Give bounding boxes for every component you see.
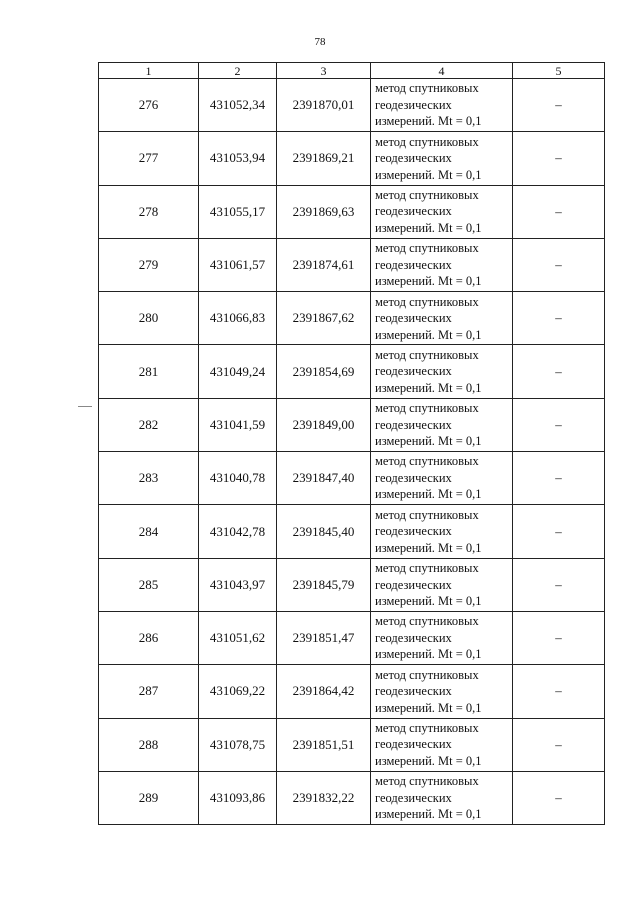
- x-coordinate-cell: 431053,94: [199, 132, 277, 185]
- point-number-cell: 289: [99, 771, 199, 824]
- x-coordinate-cell: 431078,75: [199, 718, 277, 771]
- point-number-cell: 288: [99, 718, 199, 771]
- note-cell: –: [513, 558, 605, 611]
- table-header-row: [99, 63, 605, 79]
- point-number-cell: 286: [99, 611, 199, 664]
- note-cell: –: [513, 611, 605, 664]
- y-coordinate-cell: 2391870,01: [277, 79, 371, 132]
- table-row: [99, 398, 605, 451]
- method-cell: метод спутниковых геодезических измерений. Mt = 0,1: [371, 132, 513, 185]
- table-row: [99, 292, 605, 345]
- x-coordinate-cell: 431061,57: [199, 238, 277, 291]
- y-coordinate-cell: 2391849,00: [277, 398, 371, 451]
- method-cell: метод спутниковых геодезических измерений. Mt = 0,1: [371, 345, 513, 398]
- note-cell: –: [513, 132, 605, 185]
- table-row: [99, 345, 605, 398]
- point-number-cell: 278: [99, 185, 199, 238]
- point-number-cell: 283: [99, 452, 199, 505]
- y-coordinate-cell: 2391851,51: [277, 718, 371, 771]
- margin-mark: [78, 406, 92, 407]
- table-row: [99, 611, 605, 664]
- y-coordinate-cell: 2391869,21: [277, 132, 371, 185]
- x-coordinate-cell: 431066,83: [199, 292, 277, 345]
- method-cell: метод спутниковых геодезических измерений. Mt = 0,1: [371, 665, 513, 718]
- header-cell-2: 2: [199, 63, 277, 79]
- method-cell: метод спутниковых геодезических измерений. Mt = 0,1: [371, 79, 513, 132]
- header-cell-1: 1: [99, 63, 199, 79]
- y-coordinate-cell: 2391874,61: [277, 238, 371, 291]
- note-cell: –: [513, 79, 605, 132]
- note-cell: –: [513, 238, 605, 291]
- table-row: [99, 718, 605, 771]
- y-coordinate-cell: 2391845,79: [277, 558, 371, 611]
- method-cell: метод спутниковых геодезических измерений. Mt = 0,1: [371, 558, 513, 611]
- y-coordinate-cell: 2391864,42: [277, 665, 371, 718]
- x-coordinate-cell: 431093,86: [199, 771, 277, 824]
- method-cell: метод спутниковых геодезических измерений. Mt = 0,1: [371, 452, 513, 505]
- x-coordinate-cell: 431051,62: [199, 611, 277, 664]
- note-cell: –: [513, 665, 605, 718]
- table-row: [99, 79, 605, 132]
- note-cell: –: [513, 771, 605, 824]
- y-coordinate-cell: 2391845,40: [277, 505, 371, 558]
- point-number-cell: 280: [99, 292, 199, 345]
- x-coordinate-cell: 431049,24: [199, 345, 277, 398]
- method-cell: метод спутниковых геодезических измерений. Mt = 0,1: [371, 185, 513, 238]
- note-cell: –: [513, 452, 605, 505]
- y-coordinate-cell: 2391847,40: [277, 452, 371, 505]
- table-row: [99, 452, 605, 505]
- table-row: [99, 771, 605, 824]
- x-coordinate-cell: 431042,78: [199, 505, 277, 558]
- y-coordinate-cell: 2391851,47: [277, 611, 371, 664]
- y-coordinate-cell: 2391832,22: [277, 771, 371, 824]
- table-row: [99, 185, 605, 238]
- header-cell-4: 4: [371, 63, 513, 79]
- method-cell: метод спутниковых геодезических измерений. Mt = 0,1: [371, 292, 513, 345]
- method-cell: метод спутниковых геодезических измерений. Mt = 0,1: [371, 238, 513, 291]
- x-coordinate-cell: 431041,59: [199, 398, 277, 451]
- note-cell: –: [513, 398, 605, 451]
- note-cell: –: [513, 345, 605, 398]
- method-cell: метод спутниковых геодезических измерений. Mt = 0,1: [371, 771, 513, 824]
- x-coordinate-cell: 431055,17: [199, 185, 277, 238]
- method-cell: метод спутниковых геодезических измерений. Mt = 0,1: [371, 398, 513, 451]
- note-cell: –: [513, 292, 605, 345]
- table-body: [99, 79, 605, 825]
- point-number-cell: 279: [99, 238, 199, 291]
- point-number-cell: 287: [99, 665, 199, 718]
- table-row: [99, 505, 605, 558]
- page-number: 78: [314, 36, 326, 48]
- note-cell: –: [513, 185, 605, 238]
- x-coordinate-cell: 431040,78: [199, 452, 277, 505]
- x-coordinate-cell: 431052,34: [199, 79, 277, 132]
- x-coordinate-cell: 431043,97: [199, 558, 277, 611]
- point-number-cell: 281: [99, 345, 199, 398]
- point-number-cell: 282: [99, 398, 199, 451]
- method-cell: метод спутниковых геодезических измерений. Mt = 0,1: [371, 611, 513, 664]
- coordinates-table: [98, 62, 605, 825]
- point-number-cell: 284: [99, 505, 199, 558]
- point-number-cell: 285: [99, 558, 199, 611]
- table-row: [99, 132, 605, 185]
- method-cell: метод спутниковых геодезических измерений. Mt = 0,1: [371, 718, 513, 771]
- x-coordinate-cell: 431069,22: [199, 665, 277, 718]
- y-coordinate-cell: 2391854,69: [277, 345, 371, 398]
- y-coordinate-cell: 2391869,63: [277, 185, 371, 238]
- method-cell: метод спутниковых геодезических измерений. Mt = 0,1: [371, 505, 513, 558]
- note-cell: –: [513, 505, 605, 558]
- table-row: [99, 665, 605, 718]
- header-cell-5: 5: [513, 63, 605, 79]
- header-cell-3: 3: [277, 63, 371, 79]
- y-coordinate-cell: 2391867,62: [277, 292, 371, 345]
- point-number-cell: 276: [99, 79, 199, 132]
- table-row: [99, 558, 605, 611]
- point-number-cell: 277: [99, 132, 199, 185]
- table-row: [99, 238, 605, 291]
- note-cell: –: [513, 718, 605, 771]
